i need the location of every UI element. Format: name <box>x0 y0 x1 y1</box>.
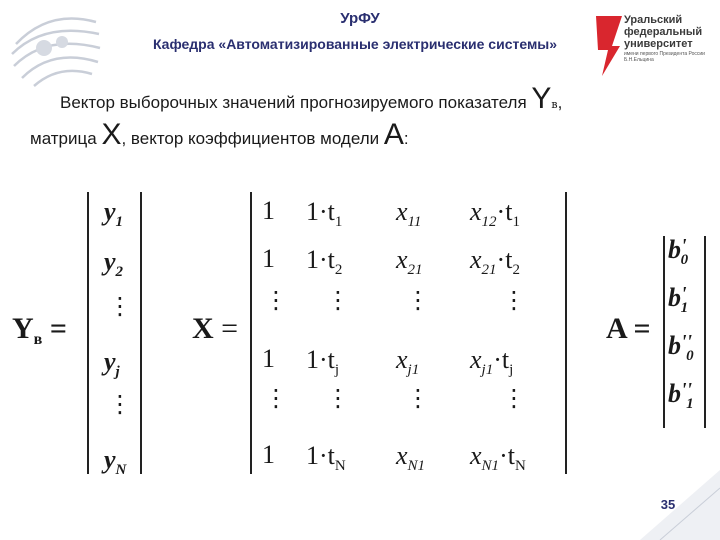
a-entry-symbol: b <box>668 283 681 312</box>
intro-symbol-a: A <box>383 118 404 151</box>
x-matrix-cell <box>470 344 513 379</box>
a-vector-left-bar <box>663 236 665 428</box>
urfu-logo <box>594 12 720 78</box>
a-entry-subscript: 0 <box>680 252 689 268</box>
x-cell-subscript: 1 <box>512 214 520 230</box>
x-matrix-cell: 1 <box>262 196 275 225</box>
a-vector-entry <box>668 330 694 365</box>
y-entry-subscript: 2 <box>115 264 124 280</box>
x-cell-subscript: N <box>514 458 526 474</box>
header-title: УрФУ <box>340 10 380 27</box>
x-cell-coef: ·t <box>499 441 515 470</box>
x-cell-coef: 1·t <box>306 345 335 374</box>
y-vector-entry <box>104 246 123 281</box>
x-cell-coef: 1·t <box>306 441 335 470</box>
y-entry-subscript: N <box>115 462 127 478</box>
intro-symbol-y: Y <box>531 82 552 115</box>
x-cell-symbol: x <box>396 345 408 374</box>
x-matrix-cell <box>306 244 342 279</box>
x-cell-coef: 1·t <box>306 245 335 274</box>
x-cell-subscript: N <box>334 458 346 474</box>
a-entry-prime: '' <box>681 331 693 353</box>
x-cell-coef: ·t <box>493 345 510 374</box>
x-matrix-left-bar <box>250 192 252 474</box>
y-entry-symbol: y <box>104 247 116 276</box>
x-cell-symbol: x <box>396 245 408 274</box>
vertical-dots: ⋮ <box>108 390 132 418</box>
y-entry-subscript: j <box>115 364 120 380</box>
x-cell-subscript: j <box>509 362 514 378</box>
x-cell-subscript: 2 <box>334 262 343 278</box>
x-matrix-cell <box>306 440 346 475</box>
y-vector-entry <box>104 290 132 321</box>
y-vector-entry <box>104 346 120 381</box>
x-matrix-cell: 1 <box>262 344 275 373</box>
vertical-dots: ⋮ <box>264 384 288 412</box>
vertical-dots: ⋮ <box>108 292 132 320</box>
x-cell-subscript: j1 <box>407 362 420 378</box>
x-cell-subscript: 12 <box>481 214 497 230</box>
a-vector-entry <box>668 234 688 269</box>
x-cell-subscript: 1 <box>334 214 343 230</box>
vertical-dots: ⋮ <box>264 286 288 314</box>
y-vector-entry <box>104 444 126 479</box>
intro-symbol-x: X <box>101 118 122 151</box>
slide-number: 35 <box>660 497 676 512</box>
a-entry-prime: ' <box>681 235 687 257</box>
vertical-dots: ⋮ <box>326 384 350 412</box>
x-cell-subscript: N1 <box>407 458 426 474</box>
a-entry-prime: '' <box>681 379 693 401</box>
x-cell-subscript: 21 <box>407 262 423 278</box>
vertical-dots: ⋮ <box>502 286 526 314</box>
x-cell-subscript: 2 <box>512 262 520 278</box>
x-matrix-cell <box>470 244 520 279</box>
x-cell-symbol: x <box>470 245 482 274</box>
a-vector-right-bar <box>704 236 706 428</box>
vertical-dots: ⋮ <box>502 384 526 412</box>
x-cell-subscript: 11 <box>407 214 422 230</box>
x-matrix-cell <box>396 196 421 231</box>
a-vector-entry <box>668 282 688 317</box>
x-cell-coef: ·t <box>496 245 513 274</box>
x-cell-subscript: 21 <box>481 262 497 278</box>
x-matrix-cell <box>396 440 425 475</box>
header-subtitle: Кафедра «Автоматизированные электрические системы» <box>152 36 558 52</box>
y-vector-entry <box>104 388 132 419</box>
x-cell-subscript: N1 <box>481 458 500 474</box>
y-entry-symbol: y <box>104 197 116 226</box>
x-matrix-cell <box>306 196 342 231</box>
x-matrix-cell <box>396 344 419 379</box>
x-cell-coef: 1·t <box>306 197 335 226</box>
x-cell-symbol: x <box>396 441 408 470</box>
a-vector-label: A = <box>606 312 651 345</box>
a-entry-subscript: 1 <box>686 396 694 412</box>
x-cell-symbol: x <box>470 345 482 374</box>
y-vector-right-bar <box>140 192 142 474</box>
x-cell-coef: ·t <box>496 197 513 226</box>
y-entry-symbol: y <box>104 347 116 376</box>
vertical-dots: ⋮ <box>326 286 350 314</box>
a-entry-subscript: 0 <box>686 348 694 364</box>
x-matrix-right-bar <box>565 192 567 474</box>
a-entry-symbol: b <box>668 379 681 408</box>
x-cell-symbol: x <box>396 197 408 226</box>
urfu-logo-words: Уральский федеральный университет <box>624 14 703 50</box>
x-matrix-cell: 1 <box>262 244 275 273</box>
x-cell-symbol: x <box>470 441 482 470</box>
intro-line-2: матрица X, вектор коэффициентов модели A: <box>30 118 409 151</box>
a-vector-entry <box>668 378 694 413</box>
y-vector-left-bar <box>87 192 89 474</box>
y-entry-subscript: 1 <box>115 214 124 230</box>
x-matrix-cell <box>470 440 526 475</box>
x-matrix-cell <box>470 196 520 231</box>
y-vector-label: $Y_в$ = <box>12 312 67 348</box>
x-cell-symbol: x <box>470 197 482 226</box>
a-entry-symbol: b <box>668 235 681 264</box>
a-entry-subscript: 1 <box>680 300 689 316</box>
a-entry-symbol: b <box>668 331 681 360</box>
x-cell-subscript: j1 <box>481 362 494 378</box>
vertical-dots: ⋮ <box>406 286 430 314</box>
vertical-dots: ⋮ <box>406 384 430 412</box>
y-vector-entry <box>104 196 123 231</box>
x-matrix-cell <box>396 244 423 279</box>
a-entry-prime: ' <box>681 283 687 305</box>
x-matrix-cell: 1 <box>262 440 275 469</box>
y-entry-symbol: y <box>104 445 116 474</box>
x-matrix-label: X = <box>192 312 239 345</box>
urfu-logo-fine-print: имени первого Президента России Б.Н.Ельцина <box>624 51 705 63</box>
x-cell-subscript: j <box>334 362 340 378</box>
x-matrix-cell <box>306 344 339 379</box>
intro-line-1: Вектор выборочных значений прогнозируемого показателя Yв, <box>60 82 563 115</box>
